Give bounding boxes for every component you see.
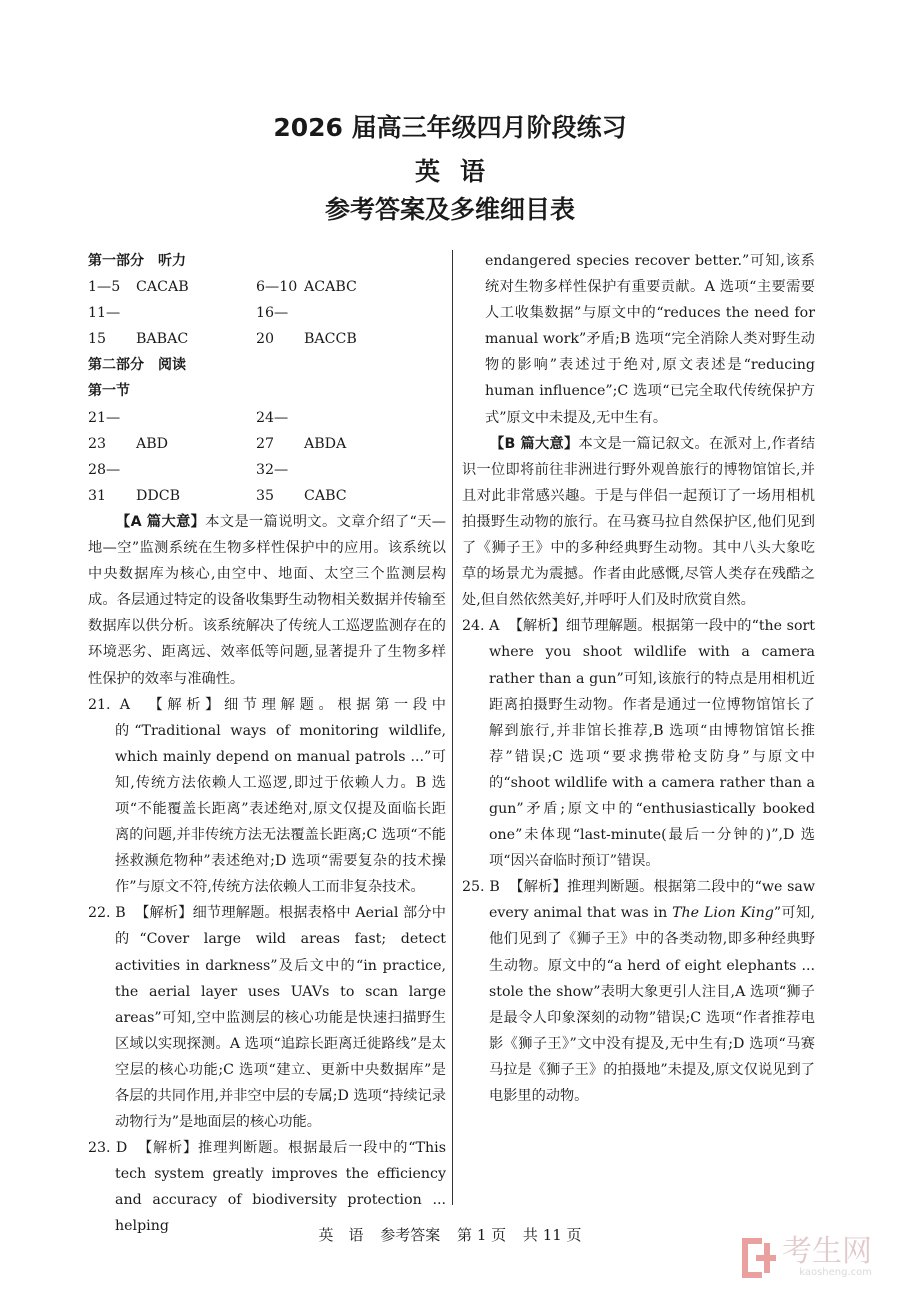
summary-label: 【B 篇大意】 <box>490 435 579 452</box>
listening-heading: 第一部分 听力 <box>88 253 186 269</box>
watermark-url: kaosheng.com <box>799 1267 872 1278</box>
explanation-22 <box>88 900 446 1135</box>
reading-heading: 第二部分 阅读 <box>88 357 186 374</box>
item-text: 推理判断题。根据最后一段中的“This tech system greatly improves the efficiency and accuracy of biodiversity protection ... helping <box>115 1140 446 1235</box>
item-number: 25. B <box>462 879 500 896</box>
footer-page: 第 1 页 <box>457 1226 507 1244</box>
watermark <box>742 1234 872 1278</box>
footer-total: 共 11 页 <box>522 1226 582 1244</box>
item-tag: 【解析】 <box>137 1140 199 1157</box>
item-tag: 【解析】 <box>508 618 566 635</box>
range: 16—20 <box>256 305 289 348</box>
range: 28—31 <box>88 461 121 504</box>
item-number: 24. A <box>462 618 500 635</box>
footer-doc: 参考答案 <box>380 1226 441 1244</box>
item-text: 细节理解题。根据第一段中的“Traditional ways of monitoring wildlife, which mainly depend on manual patrols ...”可知,传统方法依赖人工巡逻,即过于依赖人力。B 选项“不能覆盖长距离”表述绝对,原文仅提及面临长距离的问题,并非传统方法无法覆盖长距离;C 选项“不能拯救濒危物种”表述绝对;D 选项“需要复杂的技术操作”与原文不符,传统方法依赖人工而非复杂技术。 <box>115 696 446 896</box>
right-column <box>462 248 815 1109</box>
answers: BABAC <box>136 331 189 348</box>
item-text: ”可知,他们见到了《狮子王》中的各类动物,即多种经典野生动物。原文中的“a herd of eight elephants ... stole the show”表明大象更引人注目,A 选项“狮子是最令人印象深刻的动物”错误;C 选项“作者推荐电影《狮子王》”文中没有提及,无中生有;D 选项“马赛马拉是《狮子王》的拍摄地”未提及,原文仅说见到了电影里的动物。 <box>489 905 816 1104</box>
item-number: 23. D <box>88 1140 128 1157</box>
explanation-21 <box>88 692 446 901</box>
explanation-25 <box>462 874 815 1109</box>
range: 32—35 <box>256 461 289 504</box>
book-title: The Lion King <box>672 905 774 922</box>
summary-text: 本文是一篇记叙文。在派对上,作者结识一位即将前往非洲进行野外观兽旅行的博物馆馆长,并且对此非常感兴趣。于是与伴侣一起预订了一场用相机拍摄野生动物的旅行。在马赛马拉自然保护区,他们见到了《狮子王》中的多种经典野生动物。其中八头大象吃草的场景尤为震撼。作者由此感慨,尽管人类存在残酷之处,但自然依然美好,并呼吁人们及时欣赏自然。 <box>462 435 815 609</box>
subject-title: 英语 <box>414 157 505 186</box>
answer-row <box>88 405 446 457</box>
column-divider <box>452 250 453 1205</box>
item-tag: 【解析】 <box>135 905 193 922</box>
document-title: 2026 届高三年级四月阶段练习 <box>273 113 627 142</box>
answers: DDCB <box>136 487 181 504</box>
range: 21—23 <box>88 409 121 452</box>
answer-row <box>88 457 446 509</box>
summary-text: 本文是一篇说明文。文章介绍了“天—地—空”监测系统在生物多样性保护中的应用。该系统以中央数据库为核心,由空中、地面、太空三个监测层构成。各层通过特定的设备收集野生动物相关数据并传输至数据库以供分析。该系统解决了传统人工巡逻监测存在的环境恶劣、距离远、效率低等问题,显著提升了生物多样性保护的效率与准确性。 <box>88 513 446 687</box>
item-text: 推理判断题。根据第二段中的“we saw every animal that was in <box>489 879 815 922</box>
item-number: 21. A <box>88 696 131 713</box>
answers: CABC <box>304 487 347 504</box>
range: 6—10 <box>256 279 298 296</box>
watermark-name: 考生网 <box>782 1234 872 1269</box>
watermark-logo-icon <box>742 1238 776 1278</box>
section-heading: 第一节 <box>88 383 130 400</box>
explanation-24 <box>462 613 815 874</box>
answers: ABD <box>136 435 169 452</box>
footer-subject: 英 语 <box>318 1226 364 1244</box>
document-subtitle: 参考答案及多维细目表 <box>324 195 575 224</box>
range: 11—15 <box>88 305 121 348</box>
range: 24—27 <box>256 409 289 452</box>
answers: ACABC <box>304 279 357 296</box>
explanation-23-continued: endangered species recover better.”可知,该系统对生物多样性保护有重要贡献。A 选项“主要需要人工收集数据”与原文中的“reduces the need for manual work”矛盾;B 选项“完全消除人类对野生动物的影响”表述过于绝对,原文表述是“reducing human influence”;C 选项“已完全取代传统保护方式”原文中未提及,无中生有。 <box>485 253 815 426</box>
answers: ABDA <box>304 435 347 452</box>
answer-row <box>88 300 446 352</box>
item-text: 细节理解题。根据第一段中的“the sort where you shoot wildlife with a camera rather than a gun”可知,该旅行的特点是用相机近距离拍摄野生动物。作者是通过一位博物馆馆长了解到旅行,并非馆长推荐,B 选项“由博物馆馆长推荐”错误;C 选项“要求携带枪支防身”与原文中的“shoot wildlife with a camera rather than a gun”矛盾;原文中的“enthusiastically booked one”未体现“last-minute(最后一分钟的)”,D 选项“因兴奋临时预订”错误。 <box>489 618 815 870</box>
summary-a <box>88 509 446 692</box>
answers: BACCB <box>304 331 357 348</box>
item-tag: 【解析】 <box>509 879 567 896</box>
left-column <box>88 248 446 1240</box>
answers: CACAB <box>136 279 189 296</box>
item-text: 细节理解题。根据表格中 Aerial 部分中的“Cover large wild areas fast; detect activities in darkness”及后文中的“in practice, the aerial layer uses UAVs to scan large areas”可知,空中监测层的核心功能是快速扫描野生区域以实现探测。A 选项“追踪长距离迁徙路线”是太空层的核心功能;C 选项“建立、更新中央数据库”是各层的共同作用,并非空中层的专属;D 选项“持续记录动物行为”是地面层的核心功能。 <box>115 905 446 1131</box>
answer-row <box>88 274 446 300</box>
item-number: 22. B <box>88 905 126 922</box>
summary-b <box>462 431 815 614</box>
item-tag: 【解析】 <box>148 696 225 713</box>
summary-label: 【A 篇大意】 <box>116 513 206 530</box>
range: 1—5 <box>88 279 121 296</box>
